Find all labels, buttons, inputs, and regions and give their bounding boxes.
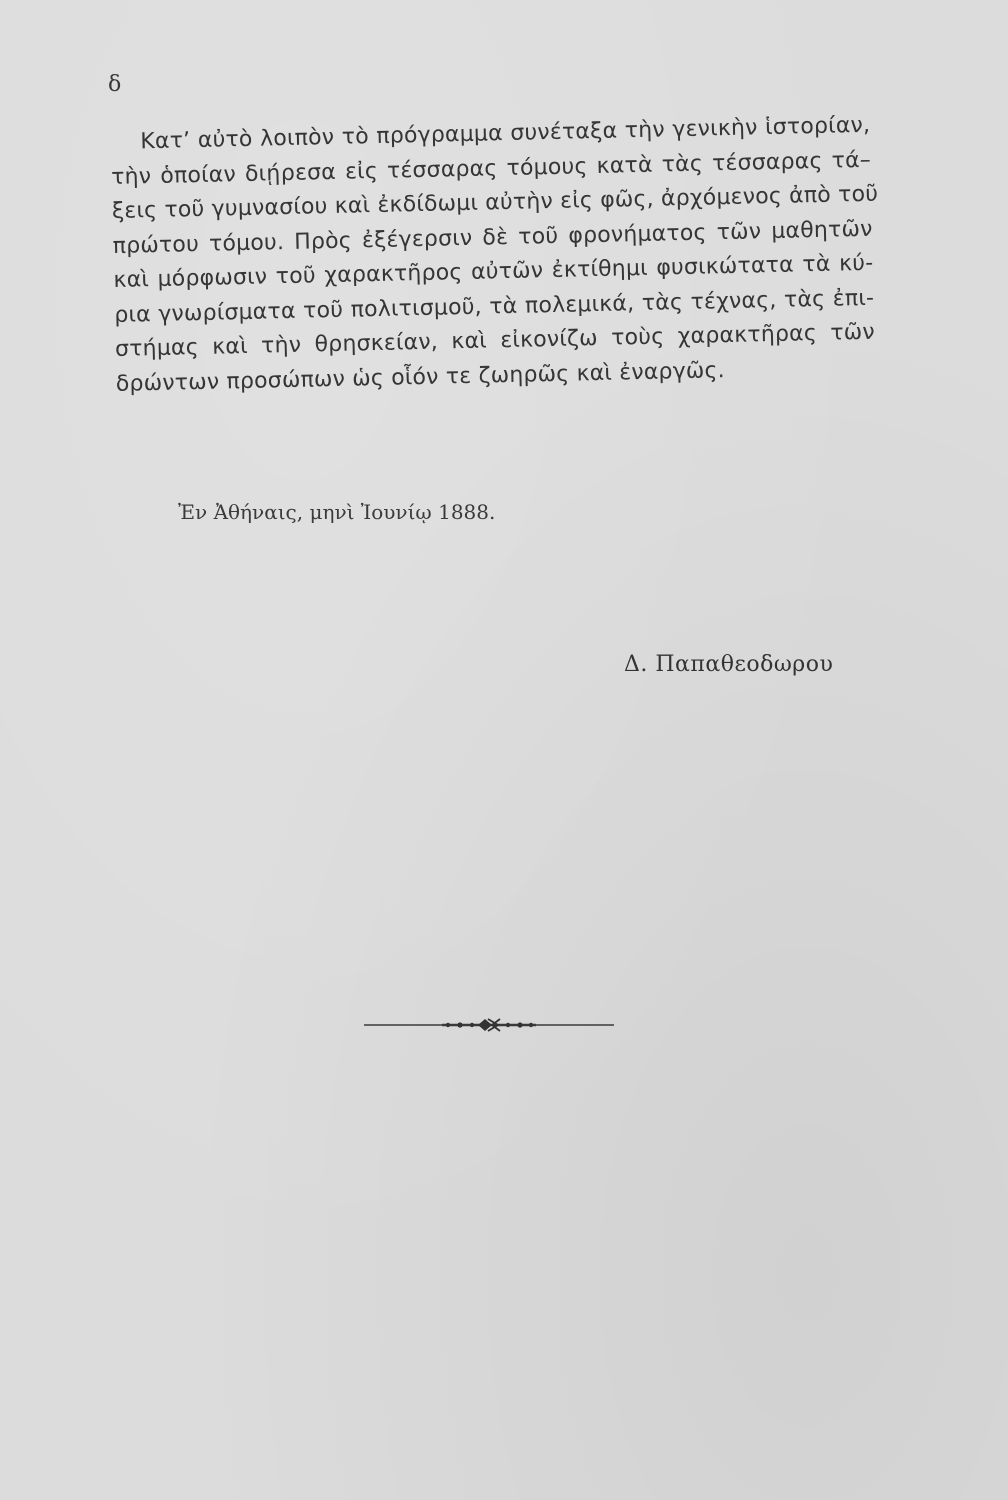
author-signature: Δ. Παπαθεοδωρου: [624, 652, 834, 677]
preface-paragraph: [110, 109, 879, 402]
paragraph-line: Κατ’ αὐτὸ λοιπὸν τὸ πρόγραμμα συνέταξα τὴν γενικὴν ἱστορίαν,: [140, 112, 871, 155]
paragraph-line: καὶ μόρφωσιν τοῦ χαρακτῆρος αὐτῶν ἐκτίθημι φυσικώτατα τὰ κύ-: [113, 250, 874, 293]
paragraph-line: πρώτου τόμου. Πρὸς ἐξέγερσιν δὲ τοῦ φρονήματος τῶν μαθητῶν: [112, 216, 873, 259]
dateline: Ἐν Ἀθήναις, μηνὶ Ἰουνίῳ 1888.: [178, 500, 496, 524]
paragraph-line: στήμας καὶ τὴν θρησκείαν, καὶ εἰκονίζω τοὺς χαρακτῆρας τῶν: [114, 319, 876, 362]
paragraph-line: ξεις τοῦ γυμνασίου καὶ ἐκδίδωμι αὐτὴν εἰς φῶς, ἀρχόμενος ἀπὸ τοῦ: [111, 181, 879, 224]
paragraph-line: τὴν ὁποίαν διῄρεσα εἰς τέσσαρας τόμους κατὰ τὰς τέσσαρας τά–: [110, 147, 872, 190]
ornament-rule-icon: [364, 1014, 614, 1036]
paragraph-line: ρια γνωρίσματα τοῦ πολιτισμοῦ, τὰ πολεμικά, τὰς τέχνας, τὰς ἐπι-: [114, 285, 875, 328]
paragraph-line: δρώντων προσώπων ὡς οἷόν τε ζωηρῶς καὶ ἐναργῶς.: [115, 357, 726, 397]
page-number: δ: [108, 72, 122, 97]
